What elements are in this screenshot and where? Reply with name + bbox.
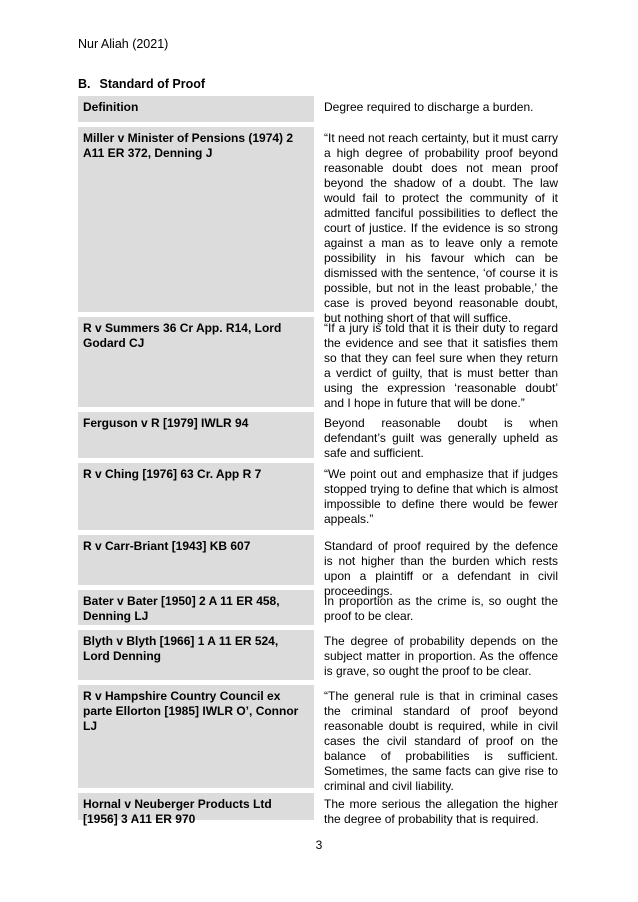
document-header: Nur Aliah (2021) xyxy=(78,37,169,51)
table-row xyxy=(78,412,564,463)
case-name-cell: R v Ching [1976] 63 Cr. App R 7 xyxy=(78,463,314,535)
case-description-cell: The degree of probability depends on the subject matter in proportion. As the offence is grave, so ought the proof to be clear. xyxy=(314,630,564,685)
case-description-cell: “It need not reach certainty, but it must carry a high degree of probability proof beyond reasonable doubt does not mean proof beyond the shadow of a doubt. The law would fail to protect the community of it admitted fanciful possibilities to deflect the court of justice. If the evidence is so strong against a man as to leave only a remote possibility in his favour which can be dismissed with the sentence, ‘of course it is possible, but not in the least probable,’ the case is proved beyond reasonable doubt, but nothing short of that will suffice. xyxy=(314,127,564,317)
case-description-cell: Degree required to discharge a burden. xyxy=(314,96,564,127)
case-description-cell: Standard of proof required by the defence is not higher than the burden which rests upon a plaintiff or a defendant in civil proceedings. xyxy=(314,535,564,590)
case-name-cell: R v Hampshire Country Council ex parte Ellorton [1985] IWLR O’, Connor LJ xyxy=(78,685,314,793)
table-row xyxy=(78,463,564,535)
case-name-cell: R v Summers 36 Cr App. R14, Lord Godard CJ xyxy=(78,317,314,412)
table-row xyxy=(78,535,564,598)
table-row xyxy=(78,630,564,685)
case-name-cell: Miller v Minister of Pensions (1974) 2 A11 ER 372, Denning J xyxy=(78,127,314,317)
case-name-cell: R v Carr-Briant [1943] KB 607 xyxy=(78,535,314,590)
page-number: 3 xyxy=(315,838,323,852)
table-row xyxy=(78,793,564,825)
cases-table xyxy=(78,96,564,825)
table-row xyxy=(78,590,564,630)
case-description-cell: “If a jury is told that it is their duty to regard the evidence and see that it satisfies them so that they can feel sure when they return a verdict of guilty, that is must better than using the expression ‘reasonable doubt’ and I hope in future that will be done.” xyxy=(314,317,564,412)
table-row xyxy=(78,96,564,127)
table-row xyxy=(78,685,564,793)
section-heading xyxy=(78,77,205,91)
case-description-cell: In proportion as the crime is, so ought the proof to be clear. xyxy=(314,590,564,630)
section-title: Standard of Proof xyxy=(99,77,206,91)
case-description-cell: “We point out and emphasize that if judges stopped trying to define that which is almost impossible to define there would be fewer appeals.” xyxy=(314,463,564,535)
case-name-cell: Bater v Bater [1950] 2 A 11 ER 458, Denning LJ xyxy=(78,590,314,630)
case-name-cell: Ferguson v R [1979] IWLR 94 xyxy=(78,412,314,463)
case-name-cell: Blyth v Blyth [1966] 1 A 11 ER 524, Lord Denning xyxy=(78,630,314,685)
case-name-cell: Definition xyxy=(78,96,314,127)
table-row xyxy=(78,127,564,325)
table-row xyxy=(78,317,564,412)
case-description-cell: Beyond reasonable doubt is when defendant’s guilt was generally upheld as safe and sufficient. xyxy=(314,412,564,463)
case-description-cell: “The general rule is that in criminal cases the criminal standard of proof beyond reasonable doubt is required, while in civil cases the civil standard of proof on the balance of probabilities is sufficient. Sometimes, the same facts can give rise to criminal and civil liability. xyxy=(314,685,564,793)
section-number: B. xyxy=(78,77,91,91)
case-description-cell: The more serious the allegation the higher the degree of probability that is required. xyxy=(314,793,564,825)
case-name-cell: Hornal v Neuberger Products Ltd [1956] 3 A11 ER 970 xyxy=(78,793,314,825)
